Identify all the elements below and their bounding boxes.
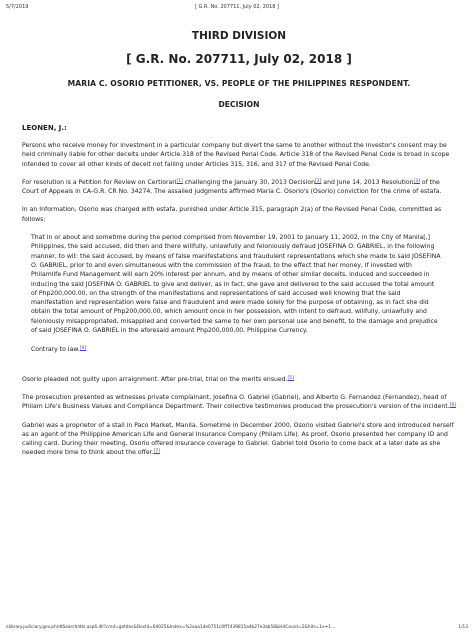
text-segment: Osorio pleaded not guilty upon arraignment. After pre-trial, trial on the merits ensued. <box>22 375 288 383</box>
footnote-link-4[interactable]: [4] <box>79 346 87 352</box>
ponente: LEONEN, J.: <box>22 124 67 132</box>
paragraph-information: In an Information, Osorio was charged with estafa, punished under Article 315, paragraph 2(a) of the Revised Penal Code, committed as follows: <box>22 206 442 223</box>
paragraph-facts <box>22 421 456 458</box>
text-segment: and June 14, 2013 Resolution <box>321 178 414 186</box>
footnote-link-6[interactable]: [6] <box>449 403 456 409</box>
footnote-link-5[interactable]: [5] <box>287 375 294 381</box>
division-heading: THIRD DIVISION <box>191 30 287 42</box>
paragraph-intro: Persons who receive money for investment in a particular company but divert the same to another without the investor's consent may be held criminally liable for other deceits under Article 318 of the Revised Penal Code. Article 318 of the Revised Penal Code is broad in scope intended to cover all other kinds of deceit not falling under Articles 315, 316, and 317 of the Revised Penal Code. <box>22 142 450 168</box>
case-number-heading: [ G.R. No. 207711, July 02, 2018 ] <box>126 52 352 66</box>
text-segment: The prosecution presented as witnesses private complainant, Josefina O. Gabriel (Gabriel), and Alberto G. Fernandez (Fernandez), head of Philam Life's Business Values and Compliance Department. Their collective testimonies produced the prosecution's version of the incident. <box>22 393 450 411</box>
document-body <box>22 22 456 458</box>
print-date: 5/7/2019 <box>6 4 29 10</box>
text-segment: challenging the January 30, 2013 Decision <box>182 178 315 186</box>
paragraph-prosecution <box>22 393 456 412</box>
footnote-link-3[interactable]: [3] <box>413 178 420 184</box>
footnote-link-7[interactable]: [7] <box>153 449 160 455</box>
print-header-title: [ G.R. No. 207711, July 02, 2018 ] <box>194 4 280 10</box>
text-segment: For resolution is a Petition for Review on Certiorari <box>22 178 177 186</box>
page-number: 1/13 <box>458 625 468 630</box>
decision-heading: DECISION <box>218 100 260 109</box>
text-segment: of the Court of Appeals in CA-G.R. CR No. 34274. The assailed judgments affirmed Maria C. Osorio's (Osorio) conviction for the crime of estafa. <box>22 178 442 196</box>
contrary-to-law <box>22 345 456 354</box>
case-parties: MARIA C. OSORIO PETITIONER, VS. PEOPLE OF THE PHILIPPINES RESPONDENT. <box>67 79 411 88</box>
paragraph-petition <box>22 178 456 197</box>
paragraph-arraignment <box>22 375 456 384</box>
footnote-link-2[interactable]: [2] <box>314 178 322 184</box>
text-segment: Gabriel was a proprietor of a stall in Paco Market, Manila. Sometime in December 2000, Osorio visited Gabriel's store and introduced herself as an agent of the Philippine American Life and General Insurance Company (Philam Life). As proof, Osorio presented her company ID and calling card. During their meeting, Osorio offered insurance coverage to Gabriel. Gabriel told Osorio to come back at a later date as she needed more time to think about the offer. <box>22 421 454 457</box>
information-quote: That in or about and sometime during the period comprised from November 19, 2001 to January 11, 2002, in the City of Manila[,] Philippines, the said accused, did then and there willfully, unlawfully and feloniously defraud JOSEFINA O. GABRIEL, in the following manner, to wit: the said accused, by means of false manifestations and fraudulent representations which she made to said JOSEFINA O. GABRIEL, prior to and even simultaneous with the commission of the fraud, to the effect that her money, if invested with Philamlife Fund Management will earn 20% interest per annum, and by means of other similar deceits, induced and succeeded in inducing the said JOSEFINA O. GABRIEL to give and deliver, as in fact, she gave and delivered to the said accused the total amount of Php200,000.00, on the strength of the manifestations and representations of said accused well knowing that the said manifestation and representation were false and fraudulent and were made solely for the purpose of obtaining, as in fact she did obtain the total amount of Php200,000.00, which amount once in her possession, with intent to defraud, willfully, unlawfully and feloniously misappropriated, misapplied and converted the same to her own personal use and benefit, to the damage and prejudice of said JOSEFINA O. GABRIEL in the aforesaid amount Php200,000.00, Philippine Currency. <box>31 234 441 335</box>
print-footer-url: elibrary.judiciary.gov.ph/dtSearch/dts.asp6.dll?cmd=getdoc&DocId=64025&Index=%2aaa1de0751c0ff7439815a4b27e3ab58&HitCount=2&hits=1e+1... <box>6 625 336 630</box>
footnote-link-1[interactable]: [1] <box>176 178 183 184</box>
text-segment: Contrary to law. <box>31 346 80 354</box>
